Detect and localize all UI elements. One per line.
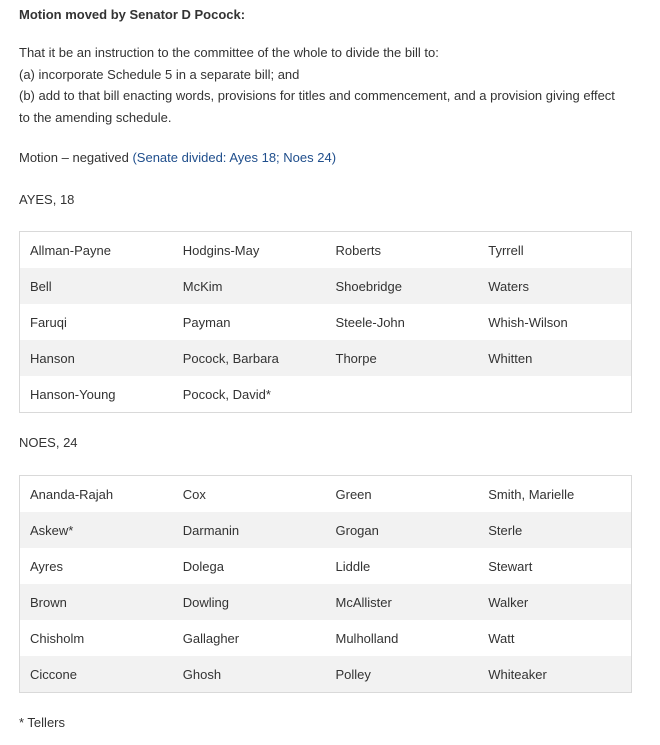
noes-row bbox=[20, 548, 631, 584]
ayes-row bbox=[20, 232, 631, 268]
senator-name: Hanson-Young bbox=[30, 386, 116, 402]
senator-name: Whitten bbox=[488, 350, 533, 366]
senator-name: Ananda-Rajah bbox=[30, 486, 114, 502]
senator-name: Walker bbox=[488, 594, 529, 610]
motion-line: (a) incorporate Schedule 5 in a separate bill; and bbox=[19, 66, 300, 82]
senator-name: Darmanin bbox=[182, 522, 240, 538]
senator-name: Dolega bbox=[182, 558, 224, 574]
senator-name: Mulholland bbox=[335, 630, 399, 646]
senator-name: Hanson bbox=[30, 350, 75, 366]
senator-name: McAllister bbox=[335, 594, 392, 610]
senator-name: Ayres bbox=[30, 558, 63, 574]
senator-name: Shoebridge bbox=[335, 278, 402, 294]
noes-row bbox=[20, 584, 631, 620]
result-label: Motion – negatived bbox=[19, 150, 133, 165]
motion-text bbox=[19, 42, 632, 128]
motion-line: (b) add to that bill enacting words, provisions for titles and commencement, and a provision giving effect bbox=[19, 88, 615, 103]
ayes-heading: AYES, 18 bbox=[19, 192, 75, 207]
noes-row bbox=[20, 620, 631, 656]
senator-name: Polley bbox=[335, 666, 371, 682]
senator-name: Whish-Wilson bbox=[488, 314, 568, 330]
motion-line: to the amending schedule. bbox=[19, 109, 172, 125]
senator-name: Pocock, David* bbox=[182, 386, 271, 402]
motion-heading: Motion moved by Senator D Pocock: bbox=[19, 7, 246, 22]
senator-name: Watt bbox=[488, 630, 515, 646]
division-link[interactable]: (Senate divided: Ayes 18; Noes 24) bbox=[132, 150, 337, 165]
senator-name: Dowling bbox=[182, 594, 229, 610]
noes-heading: NOES, 24 bbox=[19, 435, 78, 450]
noes-row bbox=[20, 476, 631, 512]
senator-name: Steele-John bbox=[335, 314, 405, 330]
senator-name: Green bbox=[335, 486, 372, 502]
senator-name: Brown bbox=[30, 594, 67, 610]
senator-name: Tyrrell bbox=[488, 242, 524, 258]
senator-name: Cox bbox=[182, 486, 206, 502]
senator-name: Payman bbox=[182, 314, 231, 330]
senator-name: Smith, Marielle bbox=[488, 486, 575, 502]
tellers-footnote: * Tellers bbox=[19, 715, 66, 730]
senator-name: Roberts bbox=[335, 242, 382, 258]
ayes-row bbox=[20, 304, 631, 340]
senator-name: Pocock, Barbara bbox=[182, 350, 279, 366]
senator-name: Hodgins-May bbox=[182, 242, 260, 258]
senator-name: Ghosh bbox=[182, 666, 222, 682]
noes-row bbox=[20, 512, 631, 548]
noes-table bbox=[19, 475, 632, 693]
senator-name: Faruqi bbox=[30, 314, 67, 330]
ayes-table bbox=[19, 231, 632, 413]
senator-name: Thorpe bbox=[335, 350, 377, 366]
senator-name: Chisholm bbox=[30, 630, 85, 646]
ayes-row bbox=[20, 268, 631, 304]
ayes-row bbox=[20, 376, 631, 412]
senator-name: Whiteaker bbox=[488, 666, 547, 682]
senator-name: Grogan bbox=[335, 522, 379, 538]
senator-name: Liddle bbox=[335, 558, 371, 574]
senator-name: Stewart bbox=[488, 558, 533, 574]
senator-name: Waters bbox=[488, 278, 529, 294]
motion-line: That it be an instruction to the committee of the whole to divide the bill to: bbox=[19, 45, 439, 60]
motion-result bbox=[19, 148, 336, 168]
senator-name: McKim bbox=[182, 278, 223, 294]
senator-name: Askew* bbox=[30, 522, 74, 538]
noes-row bbox=[20, 656, 631, 692]
senator-name: Ciccone bbox=[30, 666, 77, 682]
senator-name: Bell bbox=[30, 278, 52, 294]
senator-name: Allman-Payne bbox=[30, 242, 111, 258]
senator-name: Sterle bbox=[488, 522, 523, 538]
ayes-row bbox=[20, 340, 631, 376]
senator-name: Gallagher bbox=[182, 630, 240, 646]
